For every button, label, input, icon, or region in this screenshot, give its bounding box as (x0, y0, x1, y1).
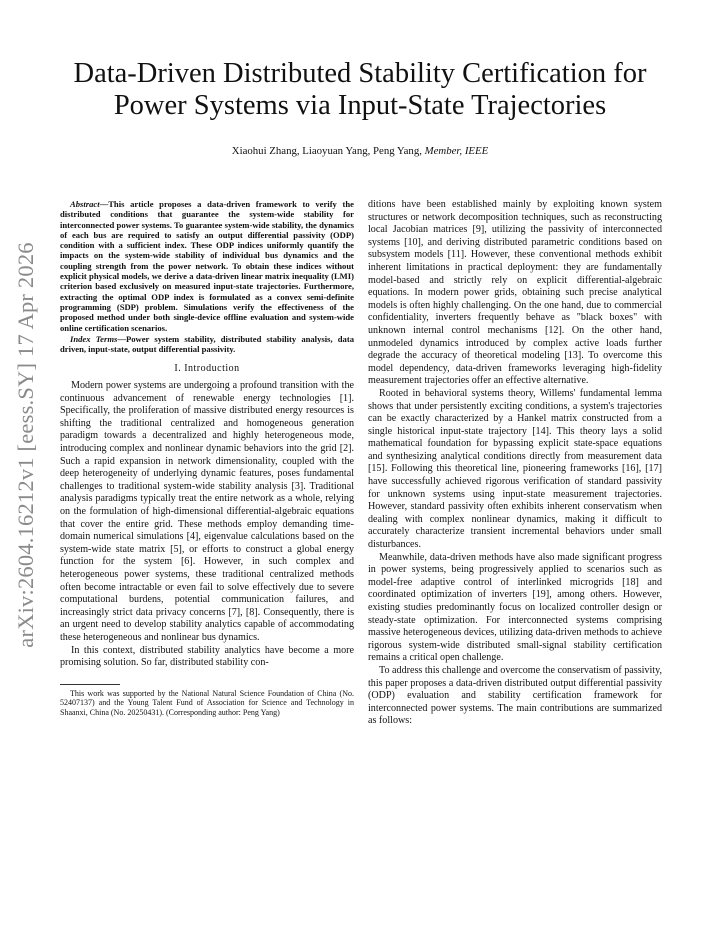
paper-title (60, 58, 660, 122)
intro-paragraph-4: Rooted in behavioral systems theory, Willems' fundamental lemma shows that under persistently exciting conditions, a system's trajectories can be exactly characterized by a Hankel matrix constructed from a single historical input-state trajectory [14]. This theory lays a solid mathematical foundation for bypassing explicit state-space equations and synthesizing analytical conditions directly from measurement data [15]. Following this theoretical line, pioneering frameworks [16], [17] have successfully achieved rigorous verification of standard passivity for unknown systems using input-state measurement trajectories. However, standard passivity often exhibits inherent conservatism when dealing with complex nonlinear dynamics, making it difficult to accurately characterize transient incremental behaviors under small disturbances. (368, 387, 662, 551)
arxiv-identifier-stamp (6, 242, 46, 648)
abstract-text: —This article proposes a data-driven framework to verify the distributed conditions that guarantee the system-wide stability for interconnected power systems. To guarantee system-wide stability, the dynamics of each bus are required to satisfy an output differential passivity (ODP) condition with a sufficient index. These ODP indices uniformly quantify the impacts on the system-wide stability of individual bus dynamics and the coupling strength from the power network. To obtain these indices without explicit physical models, we derive a data-driven linear matrix inequality (LMI) criterion based exclusively on measured input-state trajectories. Furthermore, extracting the optimal ODP index is formulated as a convex semi-definite programming (SDP) problem. Simulations verify the effectiveness of the proposed method under both single-device offline evaluation and system-wide online certification scenarios. (60, 199, 354, 333)
intro-paragraph-2: In this context, distributed stability analytics have become a more promising solution. So far, distributed stability con- (60, 644, 354, 669)
author-names: Xiaohui Zhang, Liaoyuan Yang, Peng Yang, (231, 145, 422, 157)
left-column (60, 199, 354, 717)
right-column (368, 199, 662, 728)
title-line-1: Data-Driven Distributed Stability Certification for (73, 58, 647, 89)
index-terms-label: Index Terms (70, 333, 118, 344)
intro-paragraph-5: Meanwhile, data-driven methods have also made significant progress in power systems, being progressively applied to scenarios such as model-free adaptive control of interlinked microgrids [18] and coordinated optimization of inverters [19], among others. However, existing studies predominantly focus on localized controller design or steady-state optimization. For interconnected systems comprising massive heterogeneous devices, utilizing data-driven methods to achieve rigorous system-wide distributed small-signal stability certification remains a critical open challenge. (368, 551, 662, 664)
author-list (60, 145, 660, 157)
intro-paragraph-3: ditions have been established mainly by exploiting known system structures or network decomposition techniques, such as reconstructing local Jacobian matrices [9], utilizing the passivity of interconnected systems [10], and deriving distributed parametric conditions based on subsystem models [11]. However, these conventional methods exhibit inherent limitations in practical deployment: they are fundamentally model-based and strictly rely on explicit differential-algebraic equations. In modern power grids, obtaining such precise analytical models is often highly challenging. On the one hand, due to commercial confidentiality, inverters frequently behave as "black boxes" with unknown internal control mechanisms [12]. On the other hand, unmodeled dynamics introduced by complex active loads further degrade the accuracy of theoretical modeling [13]. To overcome this model dependency, data-driven frameworks leveraging high-fidelity measurement trajectories offer an effective alternative. (368, 199, 662, 387)
author-membership: Member, IEEE (424, 145, 489, 157)
index-terms (60, 334, 354, 355)
intro-paragraph-6: To address this challenge and overcome the conservatism of passivity, this paper proposes a data-driven distributed output differential passivity (ODP) evaluation and stability certification framework for interconnected power systems. The main contributions are summarized as follows: (368, 664, 662, 727)
footnote-divider (60, 684, 120, 685)
section-heading-introduction: I. Introduction (174, 363, 240, 375)
intro-paragraph-1: Modern power systems are undergoing a profound transition with the continuous advancement of renewable energy technologies [1]. Specifically, the proliferation of massive distributed energy resources is shifting the traditional centralized and homogeneous generation paradigm towards a decentralized and highly heterogeneous mode, introducing complex and nonlinear dynamic behaviors into the grid [2]. Such a rapid expansion in network dimensionality, coupled with the deep heterogeneity of underlying dynamic features, poses fundamental challenges to traditional system-wide stability analysis [3]. Traditional analysis paradigms typically treat the entire network as a whole, relying on the formulation of high-dimensional differential-algebraic equations that cover the entire grid. These methods employ demanding time-domain numerical simulations [4], eigenvalue calculations based on the system-wide state matrix [5], or efforts to construct a global energy function for the system [6]. However, in such complex and heterogeneous power systems, these traditional centralized methods often become intractable or even fail to solve effectively due to severe computational burdens, potential communication failures, and increasingly strict data privacy concerns [7], [8]. Consequently, there is an urgent need to develop stability analytics capable of accommodating these heterogeneous and nonlinear bus dynamics. (60, 380, 354, 643)
index-terms-text: —Power system stability, distributed stability analysis, data driven, input-state, output differential passivity. (60, 333, 354, 355)
arxiv-identifier-text: arXiv:2604.16212v1 [eess.SY] 17 Apr 2026 (13, 242, 38, 648)
abstract (60, 199, 354, 333)
title-line-2: Power Systems via Input-State Trajectories (113, 90, 607, 121)
funding-footnote: This work was supported by the National Natural Science Foundation of China (No. 52407137) and the Young Talent Fund of Association for Science and Technology in Shaanxi, China (No. 20250431). (Corresponding author: Peng Yang) (60, 688, 354, 717)
abstract-label: Abstract (70, 199, 100, 209)
